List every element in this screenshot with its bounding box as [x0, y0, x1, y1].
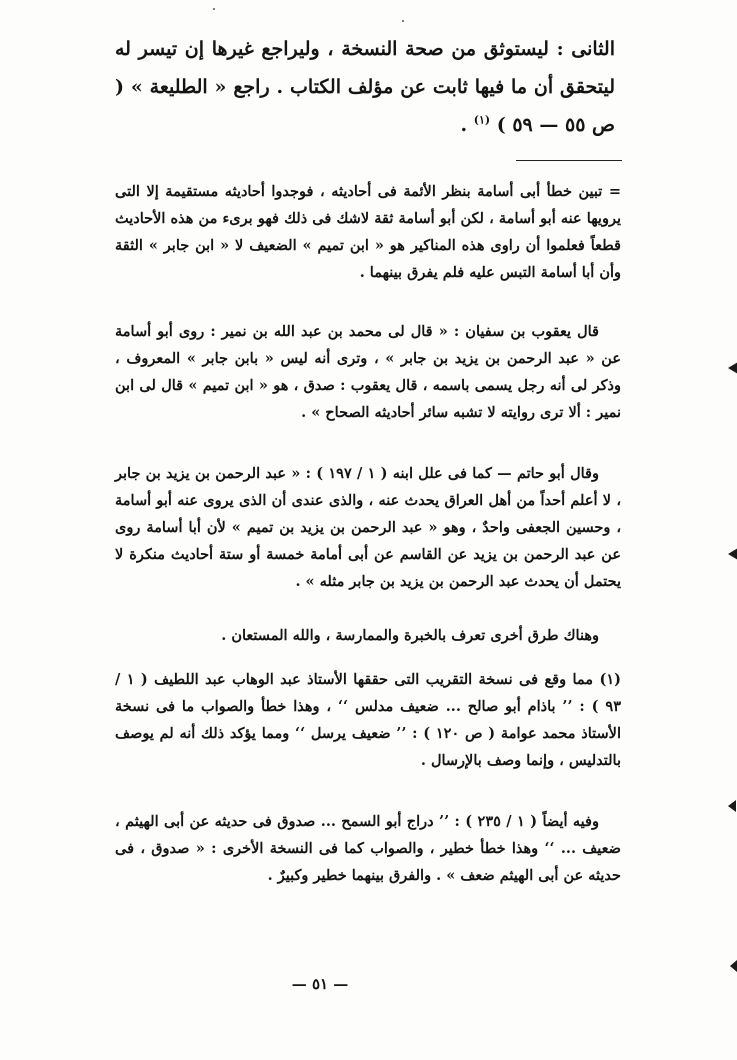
main-paragraph-text: ليستوثق من صحة النسخة ، وليراجع غيرها إن تيسر له ليتحقق أن ما فيها ثابت عن مؤلف الكتاب . راجع « الطليعة » ( ص ٥٥ — ٥٩ )	[115, 38, 615, 136]
footnote-1	[115, 666, 621, 774]
point-heading: الثانى :	[556, 38, 615, 60]
footnote-reference: (١)	[473, 113, 491, 127]
footnote-other-ways	[115, 622, 621, 649]
footnote-abu-hatim-text: وقال أبو حاتم — كما فى علل ابنه ( ١ / ١٩٧ ) : « عبد الرحمن بن يزيد بن جابر ، لا أعلم أحداً من أهل العراق يحدث عنه ، والذى عندى أن الذى يروى عنه أبو أسامة ، وحسين الجعفى واحدٌ ، وهو « عبد الرحمن بن يزيد بن تميم » لأن أبا أسامة روى عن عبد الرحمن بن يزيد عن القاسم عن أبى أمامة خمسة أو ستة أحاديث منكرة لا يحتمل أن يحدث عبد الرحمن بن يزيد بن جابر مثله » .	[115, 465, 621, 590]
footnote-continuation-text: = تبين خطأ أبى أسامة بنظر الأئمة فى أحاديثه ، فوجدوا أحاديثه مستقيمة إلا التى يرويها عنه أبو أسامة ، لكن أبو أسامة ثقة لاشك فى ذلك فهو برىء من هذه الأحاديث قطعاً فعلموا أن راوى هذه المناكير هو « ابن تميم » الضعيف لا « ابن جابر » الثقة وأن أبا أسامة التبس عليه فلم يفرق بينهما .	[115, 183, 621, 281]
page-number: — ٥١ —	[291, 975, 349, 993]
footnote-abu-hatim-quote	[115, 460, 621, 595]
footnote-continuation	[115, 178, 621, 286]
scan-edge-mark	[730, 960, 737, 972]
footnote-yaqub-text: قال يعقوب بن سفيان : « قال لى محمد بن عبد الله بن نمير : روى أبو أسامة عن « عبد الرحمن بن يزيد بن جابر » ، وترى أنه ليس « بابن جابر » المعروف ، وذكر لى أنه رجل يسمى باسمه ، قال يعقوب : صدق ، هو « ابن تميم » قال لى ابن نمير : ألا ترى روايته لا تشبه سائر أحاديثه الصحاح » .	[115, 323, 621, 421]
footnote-1-continued-text: وفيه أيضاً ( ١ / ٢٣٥ ) : ’’ دراج أبو السمح ... صدوق فى حديثه عن أبى الهيثم ، ضعيف ... ‘‘ وهذا خطأ خطير ، والصواب كما فى النسخة الأخرى : « صدوق ، فى حديثه عن أبى الهيثم ضعف » . والفرق بينهما خطير وكبيرٌ .	[115, 813, 621, 884]
scan-edge-mark	[728, 362, 737, 374]
scan-speck	[213, 8, 215, 10]
scan-speck	[402, 20, 404, 22]
main-paragraph	[115, 30, 615, 144]
main-paragraph-end: .	[460, 114, 474, 136]
footnote-separator	[516, 160, 622, 161]
footnote-1-text: (١) مما وقع فى نسخة التقريب التى حققها الأستاذ عبد الوهاب عبد اللطيف ( ١ / ٩٣ ) : ’’ باذام أبو صالح ... ضعيف مدلس ‘‘ ، وهذا خطأ والصواب ما فى نسخة الأستاذ محمد عوامة ( ص ١٢٠ ) : ’’ ضعيف يرسل ‘‘ ومما يؤكد ذلك أنه لم يوصف بالتدليس ، وإنما وصف بالإرسال .	[115, 671, 621, 769]
scan-edge-mark	[728, 800, 736, 812]
footnote-1-continued	[115, 808, 621, 889]
scan-edge-mark	[728, 548, 737, 560]
footnote-other-ways-text: وهناك طرق أخرى تعرف بالخبرة والممارسة ، والله المستعان .	[221, 627, 599, 644]
footnote-yaqub-quote	[115, 318, 621, 426]
